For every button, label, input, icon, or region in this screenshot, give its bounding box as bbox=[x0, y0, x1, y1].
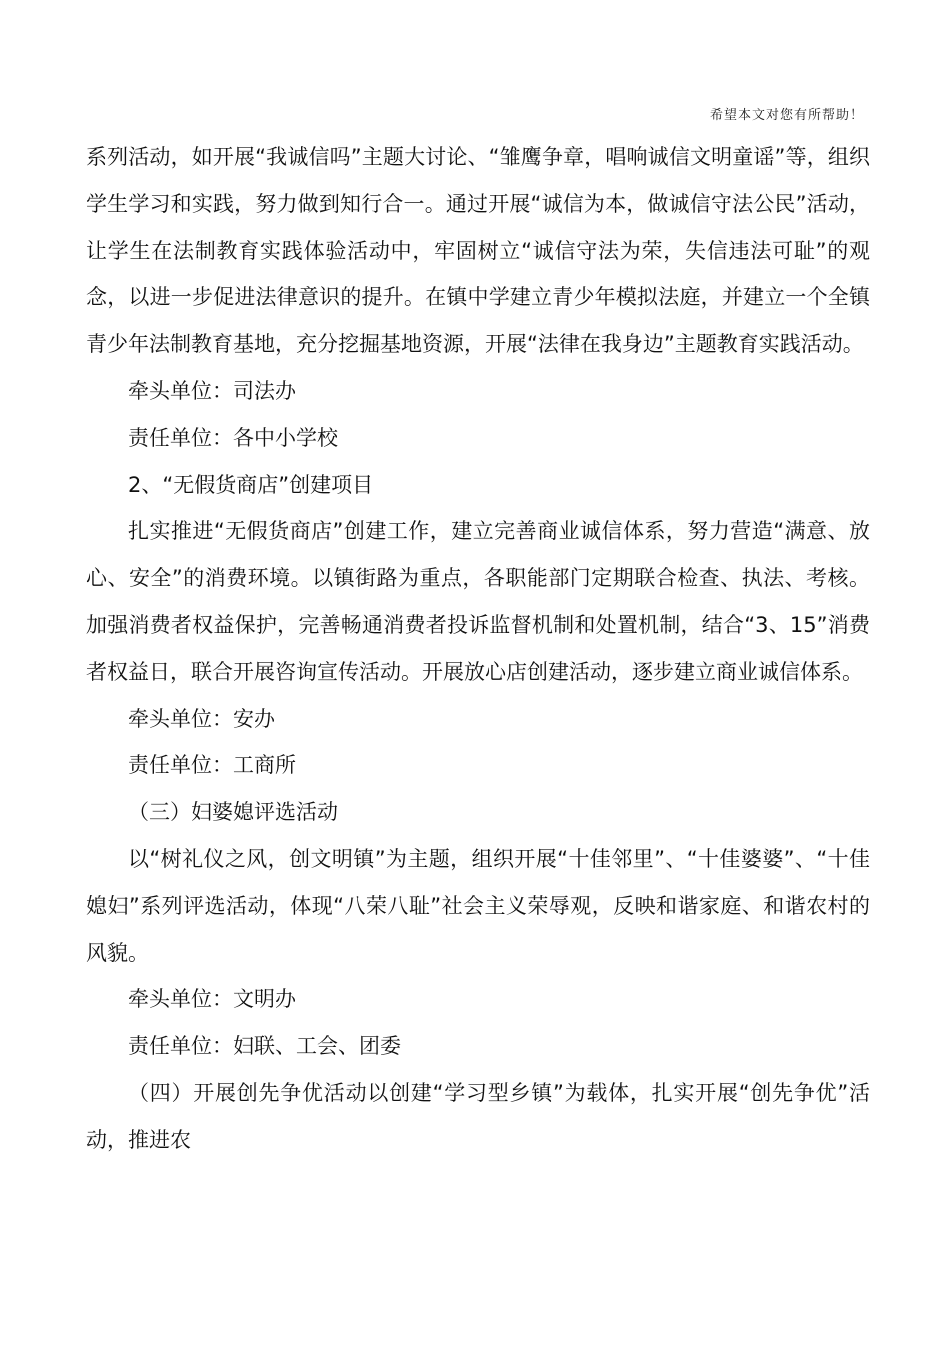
paragraph-no-fake-goods: 扎实推进“无假货商店”创建工作，建立完善商业诚信体系，努力营造“满意、放心、安全”的消费环境。以镇街路为重点，各职能部门定期联合检查、执法、考核。加强消费者权益保护，完善畅通消费者投诉监督机制和处置机制，结合“3、15”消费者权益日，联合开展咨询宣传活动。开展放心店创建活动，逐步建立商业诚信体系。 bbox=[86, 519, 870, 684]
responsible-unit-line: 责任单位：各中小学校 bbox=[128, 425, 338, 450]
header-note: 希望本文对您有所帮助！ bbox=[709, 108, 864, 123]
section-heading: （三）妇婆媳评选活动 bbox=[128, 800, 338, 825]
responsible-unit-line: 责任单位：妇联、工会、团委 bbox=[128, 1034, 401, 1059]
responsible-unit-line: 责任单位：工商所 bbox=[128, 753, 296, 778]
paragraph-excellence-activity: （四）开展创先争优活动以创建“学习型乡镇”为载体，扎实开展“创先争优”活动，推进农 bbox=[86, 1080, 870, 1152]
lead-unit-line: 牵头单位：司法办 bbox=[128, 378, 296, 403]
lead-unit-line: 牵头单位：安办 bbox=[128, 706, 275, 731]
document-body bbox=[86, 134, 870, 1164]
section-heading: 2、“无假货商店”创建项目 bbox=[128, 472, 374, 497]
paragraph-activities-continued: 系列活动，如开展“我诚信吗”主题大讨论、“雏鹰争章，唱响诚信文明童谣”等，组织学生学习和实践，努力做到知行合一。通过开展“诚信为本，做诚信守法公民”活动，让学生在法制教育实践体验活动中，牢固树立“诚信守法为荣，失信违法可耻”的观念，以进一步促进法律意识的提升。在镇中学建立青少年模拟法庭，并建立一个全镇青少年法制教育基地，充分挖掘基地资源，开展“法律在我身边”主题教育实践活动。 bbox=[86, 145, 870, 357]
paragraph-selection-activity: 以“树礼仪之风，创文明镇”为主题，组织开展“十佳邻里”、“十佳婆婆”、“十佳媳妇”系列评选活动，体现“八荣八耻”社会主义荣辱观，反映和谐家庭、和谐农村的风貌。 bbox=[86, 846, 870, 965]
lead-unit-line: 牵头单位：文明办 bbox=[128, 987, 296, 1012]
